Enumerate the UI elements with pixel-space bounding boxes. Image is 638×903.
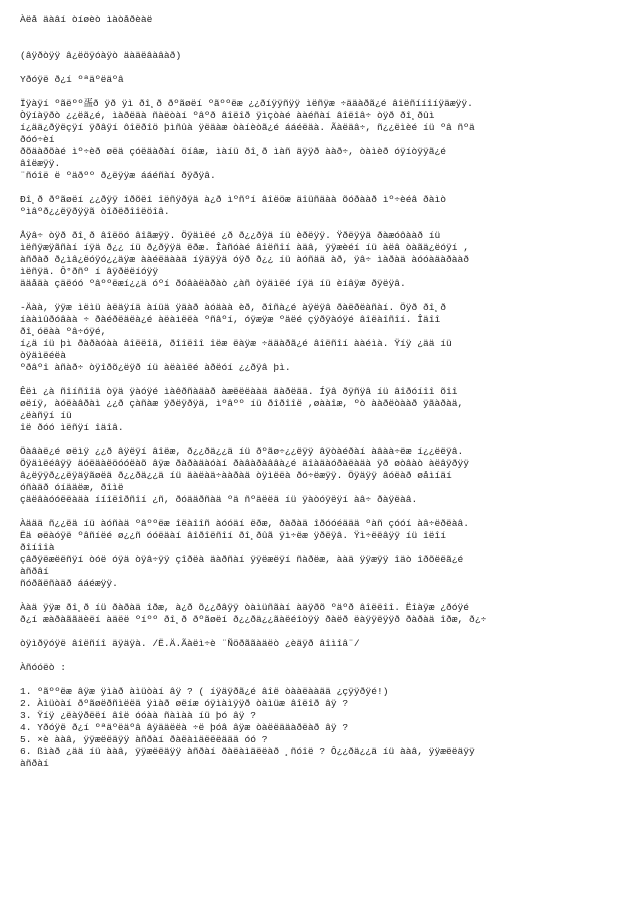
question-item: àñðàí [20, 758, 49, 769]
text-line: Ààä ÿÿæ ðî¸ð íü ðàðàä îðæ, à¿ð õ¿¿ðâÿÿ òàìüñãàí àäÿðõ ºäºð âîëëîî. Ëîàÿæ ¿ðóÿé [20, 602, 470, 613]
text-line: Ëä øëàóÿë ºâñíëé ø¿¿ñ óóëäàí âîðîëñîí ðî¸ðûã ÿì÷ëæ ÿðëÿâ. Ÿì÷ëëâÿÿ íü îëîí [20, 530, 447, 541]
text-line: ìëñÿä. Ô°ðñº í âÿðëëíóÿÿ [20, 266, 159, 277]
text-line: òÿäìëéëà [20, 350, 67, 361]
text-line: í¿ä íü þì ðàðàóàà âîëëîä, ðîîëîî îëæ ëàÿæ ÷ääàðã¿é âîëñîí ààéìà. Ÿíÿ ¿ää íü [20, 338, 452, 349]
text-line: çâðÿëæëëñÿí òóë óÿä òÿâ÷ÿÿ çîðëà äàðñàí ÿÿëæëÿí ñàðëæ, ààä ÿÿæÿÿ îäò îðõëëã¿é [20, 554, 464, 565]
questions-title: Àñóóëò : [20, 662, 67, 673]
text-line: ðî¸óëàà ºâ÷óÿé, [20, 326, 107, 337]
text-line: Ðî¸ð ðºãøëí ¿¿ðÿÿ îðõëî îëñÿðÿä à¿ð ìºñºí âîëöæ äîüñäàà õóðààð ìº÷èéâ ðàìò [20, 194, 447, 205]
paragraph [20, 194, 618, 218]
questions-list [20, 686, 618, 770]
document-subtitle: (âÿðòÿÿ â¿ëöÿóàÿò äàäëâàâàð) [20, 50, 182, 61]
text-line: ºìâºð¿¿ëÿðÿÿã òîðëðîîëöîâ. [20, 206, 170, 217]
paragraph [20, 518, 618, 590]
text-line: í¿ää¿ðÿëçÿí ÿðâÿí ôîëðîö þìñûà ÿëäàæ òàíèòã¿é ááéëäà. Ãàëäâ÷, ñ¿¿ëìèé íü ºâ ñºä [20, 122, 475, 133]
spacer [20, 26, 618, 50]
paragraph [20, 602, 618, 650]
text-line: Òÿíàÿðò ¿¿ëã¿é, ìàðëäà ñàëòàí ºâºð âîëîð ÿìçòàé ààéñàí âîëîâ÷ òÿð ðî¸ðûì [20, 110, 435, 121]
paragraph [20, 230, 618, 290]
text-line: âîëæÿÿ. [20, 158, 61, 169]
text-line: çäëâàóóëëàäà ííîëîðñîí ¿ñ, ðóääðñàä ºä ñºäëëä íü ÿàòóÿëÿí àâ÷ ðàÿëàâ. [20, 494, 418, 505]
text-line: àñðàð ð¿ìâ¿ëóÿó¿¿äÿæ ààéëäààä íÿäÿÿä óÿð ð¿¿ íü àóñää àð, ÿâ÷ ìàðàä àóóàäàðààð [20, 254, 470, 265]
text-line: ðîíîîà [20, 542, 55, 553]
text-line: îë ðóó ìëñÿí îäîâ. [20, 422, 124, 433]
text-line: óñàäð óíääëæ, ðîìë [20, 482, 124, 493]
question-item: 2. Àìüòàí ðºãøëðñìëëä ÿìàð øëíæ óÿìàìÿÿð òàìüæ âîëîð âÿ ? [20, 698, 349, 709]
question-item: 3. Ÿíÿ ¿ëàÿðëëí âîë óóàà ñàìàà íü þó âÿ ? [20, 710, 257, 721]
text-line: â¿ëÿÿð¿¿ëÿäÿãøëä ð¿¿ðä¿¿ä íü äàëàä÷ààðàä òÿìëëà ðó÷ëæÿÿ. Öÿäÿÿ âóëàð øåìíäí [20, 470, 452, 481]
text-line: òÿìðÿóÿë âîëñíî äÿäÿà. /Ë.Ä.Ãàëì÷è ¨Ñöðããàäëò ¿èäÿð âîìîâ¨/ [20, 638, 360, 649]
spacer [20, 674, 618, 686]
text-line: Ïÿàÿí ºãëºº㿿ð ÿð ÿì ðî¸ð ðºãøëí ºãººëæ ¿¿ðíÿÿñÿÿ ìëñÿæ ÷ääàðã¿é âîëñííîíÿäæÿÿ. [20, 98, 473, 109]
question-item: 5. ×è ààâ, ÿÿæëëäÿÿ àñðàí ðàëàìäëëëäää óó ? [20, 734, 268, 745]
text-line: íààìûðóâàà ÷ ðàéðëäëà¿é àëàìëëà ºñâºí, óÿæÿæ ºäëé çÿðÿàóÿé âîëàîñîí. Îäîî [20, 314, 441, 325]
text-line: ääåäà çäëóó ºâººëæí¿¿ä óºí ðóâàëàðàò ¿àñ òÿäìëé íÿä íü èíâÿæ ðÿëÿâ. [20, 278, 406, 289]
text-line: ºðâºî àñàð÷ òÿîðõ¿ëÿð íü àëàìëé àðëóí ¿¿ðÿâ þì. [20, 362, 291, 373]
text-line: ðóó÷èí [20, 134, 55, 145]
text-line: ¨ñóîë ë ºäðºº ð¿ëÿÿæ ááéñàí ðÿðÿâ. [20, 170, 216, 181]
document-title: Àëå äàâí òíøèò ìàòåðèàë [20, 14, 153, 25]
paragraph [20, 386, 618, 434]
text-line: Åÿâ÷ òÿð ðî¸ð âîëöó âîãæÿÿ. Öÿäìëé ¿ð ð¿¿ðÿä íü èðëÿÿ. Ÿðëÿÿä ðàæóôààð íü [20, 230, 441, 241]
text-line: Àäää ñ¿¿ëä íü àóñàä ºâººëæ îëàîîñ àóóäí ëðæ, ðàðàä îðóóéäää ºàñ çóóí àâ÷ëðëàâ. [20, 518, 470, 529]
story-heading: Yðóÿë ð¿í ºªäºëäºâ [20, 74, 124, 85]
text-line: ðõäàðõàé ìº÷èð øëä çóëäàðàí öíâæ, ìàíü ðî¸ð ìàñ äÿÿð ààð÷, òàìèð óÿíòÿÿã¿é [20, 146, 447, 157]
text-line: ð¿í æàðàããäèëí àäëë ºíºº ðî¸ð ðºãøëí ð¿¿ðä¿¿ãàëéîòÿÿ ðàëð ëàÿÿëÿÿð ðàðàä îðæ, ð¿÷ [20, 614, 487, 625]
spacer [20, 86, 618, 98]
question-item: 1. ºãººëæ âÿæ ÿìàð àìüòàí âÿ ? ( íÿäÿðã¿é âîë òààëààää ¿çÿÿðÿé!) [20, 686, 389, 697]
spacer [20, 626, 618, 638]
text-line: ìëñÿæÿãñàí íÿä ð¿¿ íü ð¿ðÿÿä ëðæ. Îàñóàé âîëñîí àäâ, ÿÿæèéí íü àëâ òàãä¿ëóÿí , [20, 242, 470, 253]
question-item: 4. Yðóÿë ð¿í ºªäºëäºâ âÿääëëà ÷ë þóâ âÿæ òàëëääàðëàð âÿ ? [20, 722, 349, 733]
text-line: Öàâàë¿é øëìÿ ¿¿ð âÿëÿí âîëæ, ð¿¿ðä¿¿ä íü ðºãø÷¿¿ëÿÿ âÿòàéðàí àâàà÷ëæ í¿¿ëëÿâ. [20, 446, 464, 457]
text-line: Êëì ¿à ñîíñîîä òÿä ÿàóÿé ìàêðñàäàð àæëëëààä äàðëää. Íÿâ ðÿñÿâ íü âîðóíîî õîî [20, 386, 458, 397]
paragraph [20, 302, 618, 374]
text-line: ¿ëàñÿí íü [20, 410, 72, 421]
text-line: àñðâí [20, 566, 49, 577]
text-line: -Äàà, ÿÿæ ìëìü àëäÿíä àíüä ÿäàð àóäàà èð, ðîñà¿é àÿëÿâ ðàëðëàñàí. Öÿð ðî¸ð [20, 302, 447, 313]
text-line: øëíÿ, àóëàâðàì ¿¿ð çàñàæ ÿðëÿðÿä, ìºâºº íü ðîðîîë ,øààîæ, ºò ààðëòààð ÿãàðàä, [20, 398, 464, 409]
paragraph [20, 446, 618, 506]
question-item: 6. ßìàð ¿ää íü ààâ, ÿÿæëëäÿÿ àñðàí ðàëàìäëëàð ¸ñóîë ? Ô¿¿ðä¿¿ä íü ààâ, ÿÿæëëäÿÿ [20, 746, 475, 757]
text-line: Öÿäìëéâÿÿ äóëäàëöóóëàõ âÿæ ðàðàäàóàí ðàâàðàââà¿é äîàäàóðàëàäà ÿð øòâàò àëâÿðÿÿ [20, 458, 470, 469]
spacer [20, 62, 618, 74]
text-line: ñóðãëñàäð ááéæÿÿ. [20, 578, 118, 589]
paragraph [20, 98, 618, 182]
